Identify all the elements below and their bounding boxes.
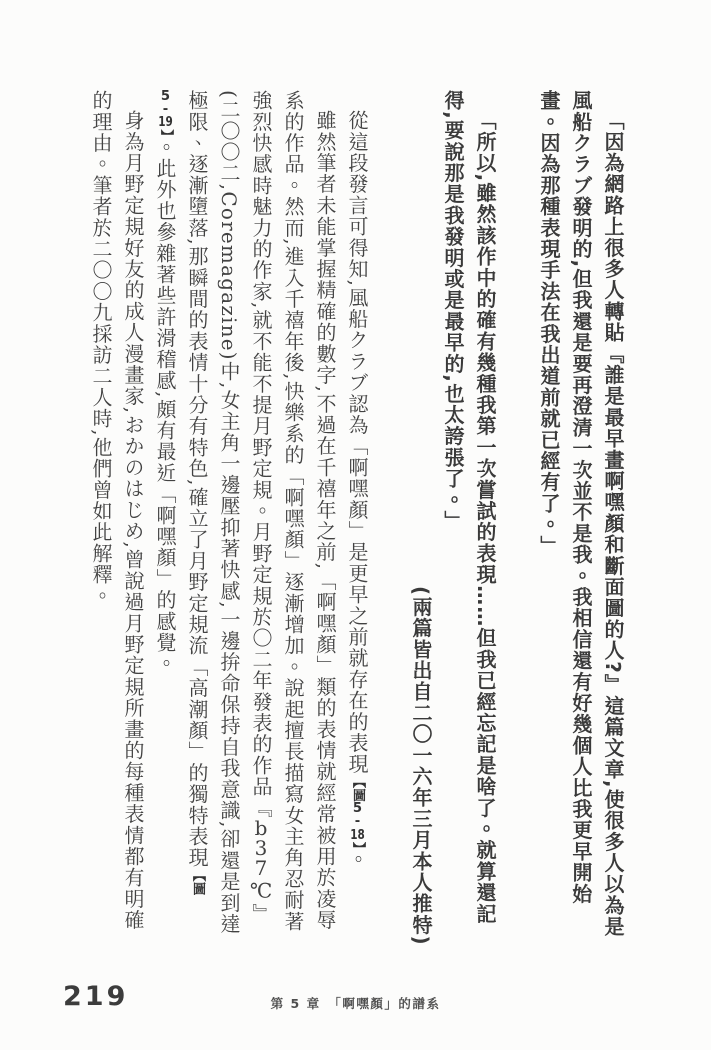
text-run: 「所以,雖然該作中的確有幾種我第一次嘗試的表現……但我已經忘記是啥了。就算還記得,要說那是我發明或是最早的,也太誇張了。」 xyxy=(441,90,497,925)
text-run: 7 xyxy=(254,858,268,879)
quote-attribution xyxy=(405,90,437,946)
text-run: 19 xyxy=(158,116,173,130)
text-run: ℃』(二〇〇二,Coremagazine)中,女主角一邊壓抑著快感,一邊拚命保持自我意識,卻還是到達極限、逐漸墮落,那瞬間的表情十分有特色,確立了月野定規流「高潮顏」的獨特表現 xyxy=(185,90,273,935)
text-run: 身為月野定規好友的成人漫畫家,おかのはじめ,曾說過月野定規所畫的每種表情都有明確的理由。筆者於二〇〇九採訪二人時,他們曾如此解釋。 xyxy=(89,90,145,931)
text-run: 】 xyxy=(158,129,173,137)
text-run: 【圖 xyxy=(350,774,365,803)
page-number: 219 xyxy=(63,981,129,1012)
text-run: 18 xyxy=(350,828,365,842)
quote-1 xyxy=(533,90,629,946)
text-run: b xyxy=(254,818,268,839)
text-run: (兩篇皆出自二〇一六年三月本人推特) xyxy=(409,586,433,946)
text-run: 3 xyxy=(254,838,268,859)
body-paragraph-2 xyxy=(149,90,341,946)
text-run: 從這段發言可得知,風船クラブ認為「啊嘿顏」是更早之前就存在的表現 xyxy=(345,110,369,775)
text-run: - xyxy=(354,815,361,829)
quote-2 xyxy=(437,90,501,946)
body-paragraph-1 xyxy=(341,90,373,946)
chapter-footer: 第 5 章 「啊嘿顏」的譜系 xyxy=(270,996,441,1011)
text-run: 。此外也參雜著些許滑稽感,頗有最近「啊嘿顏」的感覺。 xyxy=(153,136,177,675)
text-run: 【圖 xyxy=(190,868,205,896)
text-run: 5 xyxy=(160,90,171,104)
text-run: 。 xyxy=(345,848,369,871)
text-run: 「因為網路上很多人轉貼『誰是最早畫啊嘿顏和斷面圖的人?』這篇文章,使很多人以為是風船クラブ發明的,但我還是要再澄清一次並不是我。我相信還有好幾個人比我更早開始畫。因為那種表現手法在我出道前就已經有了。」 xyxy=(537,90,625,938)
text-run: - xyxy=(162,103,169,117)
text-run: 雖然筆者未能掌握精確的數字,不過在千禧年之前,「啊嘿顏」類的表情就經常被用於凌辱系的作品。然而,進入千禧年後,快樂系的「啊嘿顏」逐漸增加。說起擅長描寫女主角忍耐著強烈快感時魅力的作家,就不能不提月野定規。月野定規於〇二年發表的作品『 xyxy=(249,90,337,932)
text-run: 】 xyxy=(350,841,365,849)
vertical-text-area xyxy=(83,90,629,946)
text-run: 5 xyxy=(352,802,363,816)
body-paragraph-3 xyxy=(85,90,149,946)
